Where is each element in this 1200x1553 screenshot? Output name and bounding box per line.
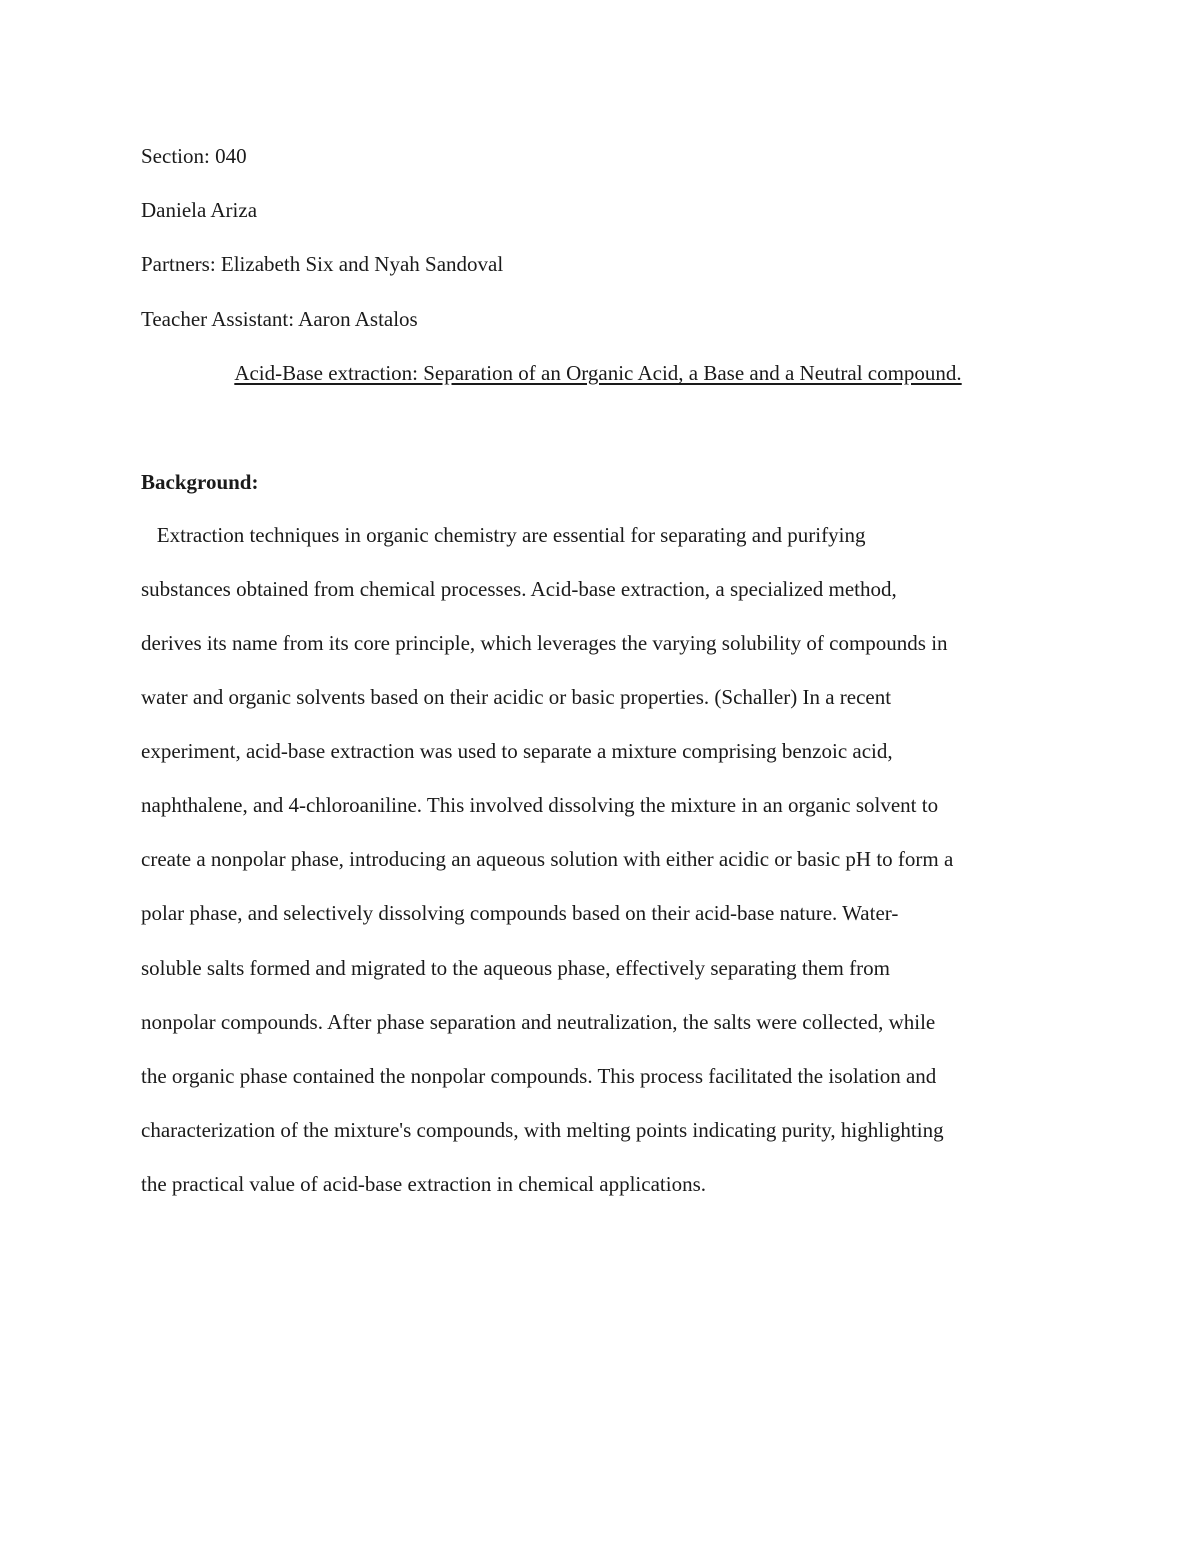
background-line: Extraction techniques in organic chemistry are essential for separating and purifying	[141, 523, 866, 547]
teacher-assistant-line: Teacher Assistant: Aaron Astalos	[141, 307, 418, 331]
document-title-text: Acid-Base extraction: Separation of an Organic Acid, a Base and a Neutral compound.	[234, 361, 962, 385]
background-line: water and organic solvents based on their acidic or basic properties. (Schaller) In a recent	[141, 685, 892, 709]
background-heading: Background:	[141, 470, 259, 494]
partners-line: Partners: Elizabeth Six and Nyah Sandoval	[141, 252, 504, 276]
background-line: experiment, acid-base extraction was used to separate a mixture comprising benzoic acid,	[141, 739, 893, 763]
background-line: polar phase, and selectively dissolving compounds based on their acid-base nature. Water-	[141, 901, 899, 925]
background-line: naphthalene, and 4-chloroaniline. This involved dissolving the mixture in an organic solvent to	[141, 793, 939, 817]
background-line: nonpolar compounds. After phase separation and neutralization, the salts were collected, while	[141, 1010, 936, 1034]
background-line: the practical value of acid-base extraction in chemical applications.	[141, 1172, 706, 1196]
background-line: soluble salts formed and migrated to the aqueous phase, effectively separating them from	[141, 956, 890, 980]
student-name: Daniela Ariza	[141, 198, 258, 222]
background-line: characterization of the mixture's compounds, with melting points indicating purity, highlighting	[141, 1118, 944, 1142]
background-line: substances obtained from chemical processes. Acid-base extraction, a specialized method,	[141, 577, 897, 601]
document-title	[0, 359, 1200, 387]
section-line: Section: 040	[141, 144, 247, 168]
background-line: create a nonpolar phase, introducing an aqueous solution with either acidic or basic pH to form a	[141, 847, 954, 871]
background-line: the organic phase contained the nonpolar compounds. This process facilitated the isolation and	[141, 1064, 937, 1088]
background-line: derives its name from its core principle, which leverages the varying solubility of compounds in	[141, 631, 948, 655]
